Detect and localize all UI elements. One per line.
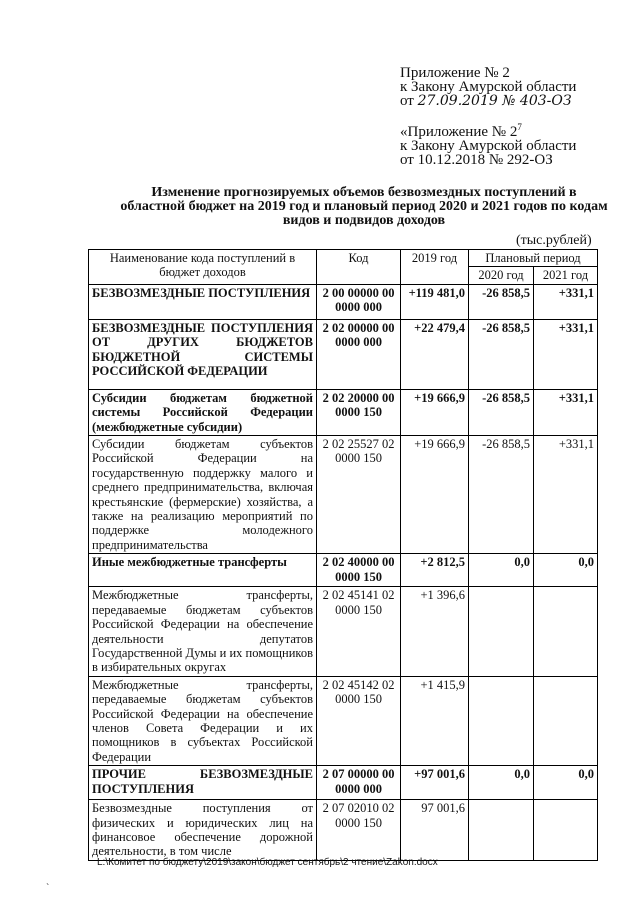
unit-label: (тыс.рублей) <box>516 233 592 248</box>
table-row <box>89 436 598 554</box>
row-value-2020: -26 858,5 <box>469 319 534 389</box>
header-code: Код <box>317 250 401 285</box>
row-name: Безвозмездные поступления от физических и юридических лиц на финансовое обеспечение дорожной деятельности, в том числе <box>89 800 317 861</box>
row-value-2020 <box>469 676 534 765</box>
appendix-superscript: 7 <box>517 122 522 132</box>
law-date-line <box>400 94 576 108</box>
appendix-number: Приложение № 2 <box>400 65 510 81</box>
header-plan-period: Плановый период <box>469 250 598 267</box>
row-code: 2 02 45141 02 0000 150 <box>317 587 401 676</box>
row-value-2019: +19 666,9 <box>401 389 469 435</box>
row-code: 2 02 40000 00 0000 150 <box>317 554 401 587</box>
handwritten-date-number: 27.09.2019 № 403-ОЗ <box>417 93 572 109</box>
row-value-2020 <box>469 587 534 676</box>
header-name: Наименование кода поступлений в бюджет доходов <box>89 250 317 285</box>
row-value-2021: 0,0 <box>534 766 598 800</box>
row-name: Межбюджетные трансферты, передаваемые бюджетам субъектов Российской Федерации на обеспечение деятельности депутатов Государственной Думы и их помощников в избирательных округах <box>89 587 317 676</box>
prior-law-date: от 10.12.2018 № 292-ОЗ <box>400 152 553 168</box>
row-value-2020: -26 858,5 <box>469 436 534 554</box>
row-code: 2 07 00000 00 0000 000 <box>317 766 401 800</box>
row-value-2020: 0,0 <box>469 766 534 800</box>
file-path-footer: L:\Комитет по бюджету\2019\закон\бюджет сентябрь\2 чтение\Zakon.docx <box>97 857 438 868</box>
row-value-2020: -26 858,5 <box>469 389 534 435</box>
row-value-2020: 0,0 <box>469 554 534 587</box>
row-code: 2 02 00000 00 0000 000 <box>317 319 401 389</box>
row-value-2021 <box>534 676 598 765</box>
row-value-2019: +97 001,6 <box>401 766 469 800</box>
header-2019: 2019 год <box>401 250 469 285</box>
row-code: 2 07 02010 02 0000 150 <box>317 800 401 861</box>
row-name: БЕЗВОЗМЕЗДНЫЕ ПОСТУПЛЕНИЯ <box>89 284 317 319</box>
row-value-2021: +331,1 <box>534 389 598 435</box>
table-row <box>89 319 598 389</box>
law-reference: к Закону Амурской области <box>400 79 577 95</box>
row-value-2019: +119 481,0 <box>401 284 469 319</box>
row-code: 2 02 20000 00 0000 150 <box>317 389 401 435</box>
revenue-table <box>88 249 598 861</box>
row-value-2021 <box>534 800 598 861</box>
row-value-2021: +331,1 <box>534 319 598 389</box>
prior-law-reference: к Закону Амурской области <box>400 138 577 154</box>
row-value-2019: +19 666,9 <box>401 436 469 554</box>
prior-appendix-header <box>400 120 576 167</box>
document-title: Изменение прогнозируемых объемов безвозмездных поступлений в областной бюджет на 2019 год и плановый период 2020 и 2021 годов по кодам видов и подвидов доходов <box>120 185 608 228</box>
table-row <box>89 587 598 676</box>
row-value-2021: 0,0 <box>534 554 598 587</box>
law-date-prefix: от <box>400 93 414 109</box>
row-value-2020 <box>469 800 534 861</box>
appendix-header <box>400 66 576 108</box>
table-row <box>89 389 598 435</box>
row-name: Межбюджетные трансферты, передаваемые бюджетам субъектов Российской Федерации на обеспечение членов Совета Федерации и их помощников в субъектах Российской Федерации <box>89 676 317 765</box>
row-code: 2 00 00000 00 0000 000 <box>317 284 401 319</box>
row-code: 2 02 25527 02 0000 150 <box>317 436 401 554</box>
row-name: Субсидии бюджетам бюджетной системы Российской Федерации (межбюджетные субсидии) <box>89 389 317 435</box>
row-name: БЕЗВОЗМЕЗДНЫЕ ПОСТУПЛЕНИЯ ОТ ДРУГИХ БЮДЖЕТОВ БЮДЖЕТНОЙ СИСТЕМЫ РОССИЙСКОЙ ФЕДЕРАЦИИ <box>89 319 317 389</box>
row-value-2021: +331,1 <box>534 284 598 319</box>
row-value-2019: +2 812,5 <box>401 554 469 587</box>
row-value-2020: -26 858,5 <box>469 284 534 319</box>
row-value-2019: 97 001,6 <box>401 800 469 861</box>
row-value-2019: +1 415,9 <box>401 676 469 765</box>
row-code: 2 02 45142 02 0000 150 <box>317 676 401 765</box>
header-2021: 2021 год <box>534 267 598 284</box>
row-name: Субсидии бюджетам субъектов Российской Федерации на государственную поддержку малого и среднего предпринимательства, включая крестьянские (фермерские) хозяйства, а также на реализацию мероприятий по поддержке молодежного предпринимательства <box>89 436 317 554</box>
header-2020: 2020 год <box>469 267 534 284</box>
table-row <box>89 284 598 319</box>
table-row <box>89 676 598 765</box>
row-value-2019: +22 479,4 <box>401 319 469 389</box>
table-row <box>89 800 598 861</box>
margin-mark: ` <box>46 883 50 894</box>
row-value-2019: +1 396,6 <box>401 587 469 676</box>
row-name: Иные межбюджетные трансферты <box>89 554 317 587</box>
table-row <box>89 554 598 587</box>
row-value-2021: +331,1 <box>534 436 598 554</box>
row-name: ПРОЧИЕ БЕЗВОЗМЕЗДНЫЕ ПОСТУПЛЕНИЯ <box>89 766 317 800</box>
row-value-2021 <box>534 587 598 676</box>
table-header-row <box>89 250 598 267</box>
prior-appendix-number: «Приложение № $2^7$ <box>400 122 522 140</box>
table-row <box>89 766 598 800</box>
